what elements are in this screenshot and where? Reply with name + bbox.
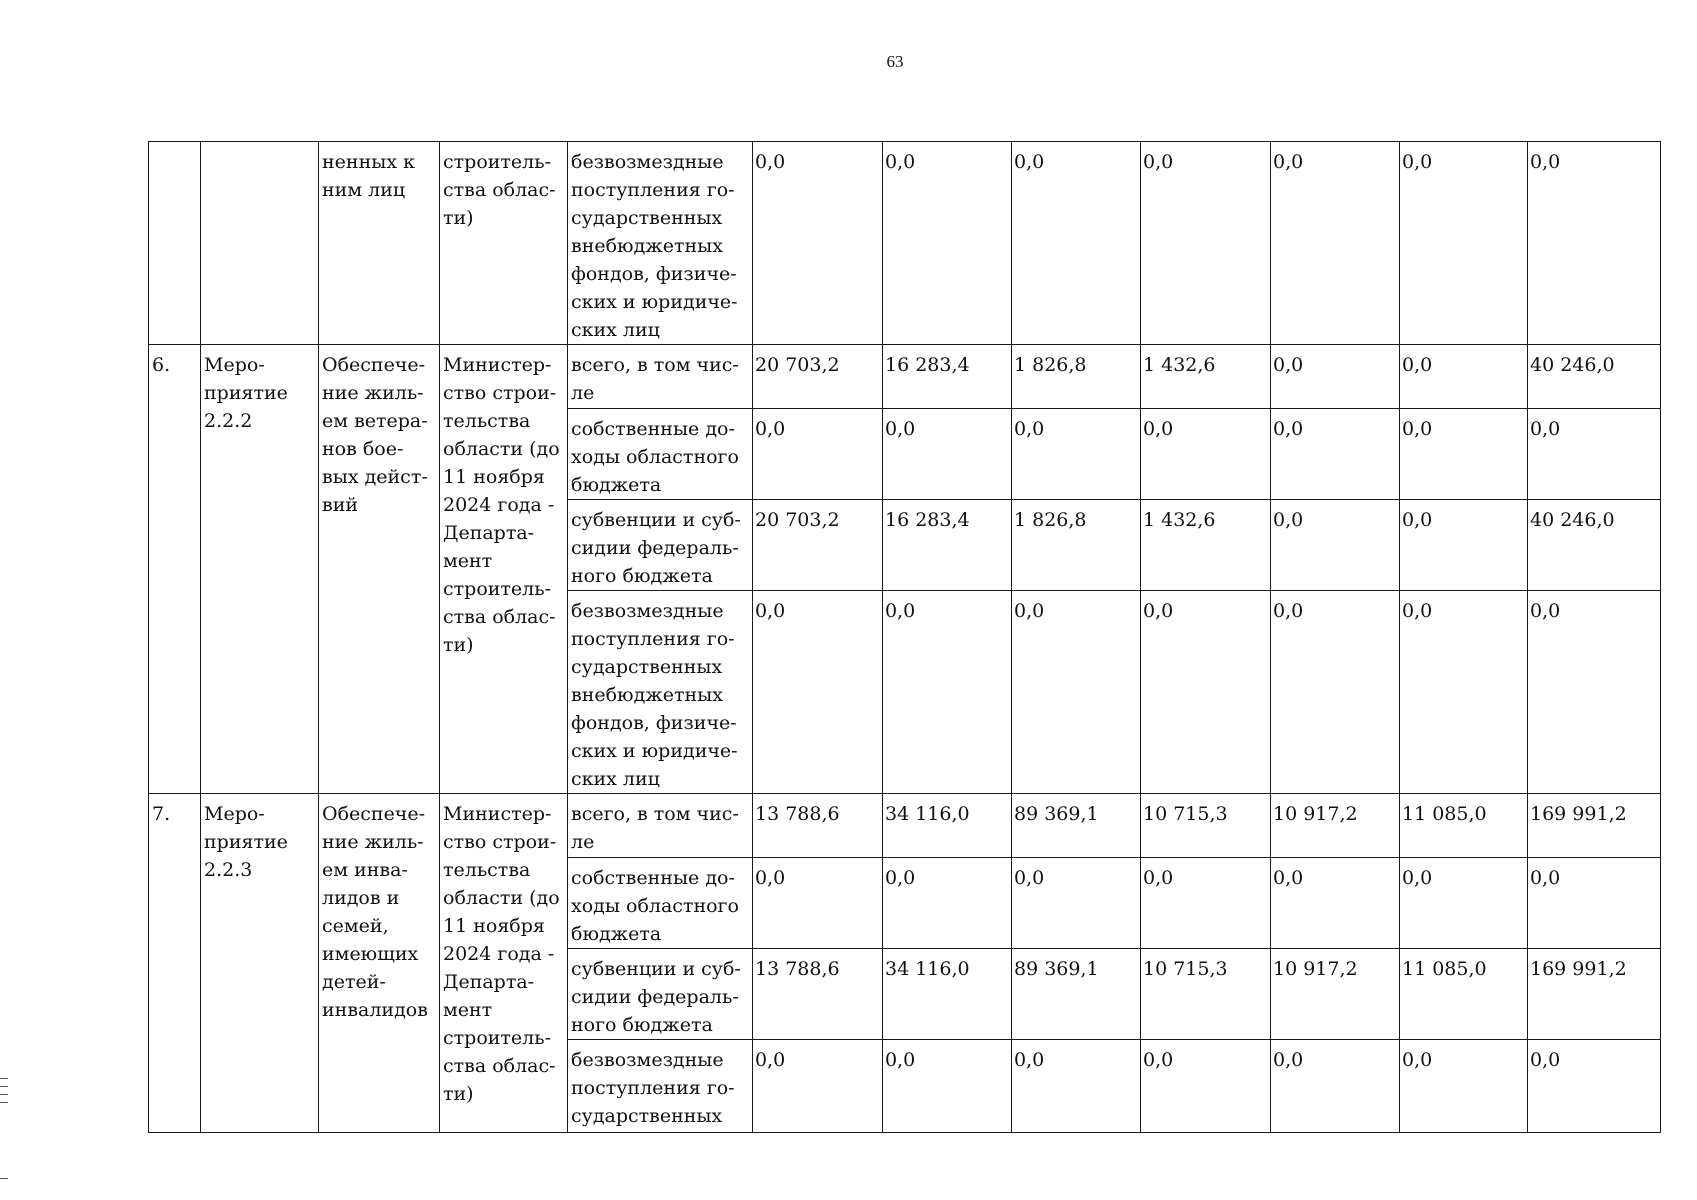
value-cell: 1 432,6 [1141, 345, 1271, 409]
value-cell: 0,0 [1141, 858, 1271, 949]
value-cell: 0,0 [1141, 409, 1271, 500]
value-cell: 0,0 [1400, 409, 1528, 500]
value-cell: 169 991,2 [1528, 949, 1661, 1040]
value-cell: 0,0 [1141, 591, 1271, 794]
measure-cell: Меро-приятие 2.2.3 [201, 794, 319, 1133]
value-cell: 0,0 [883, 142, 1012, 345]
table-row [149, 794, 1661, 858]
value-cell: 0,0 [1400, 858, 1528, 949]
value-cell: 20 703,2 [753, 345, 883, 409]
executor-cell: Министер-ство строи-тельства области (до 11 ноября 2024 года - Департа-мент строитель-ства облас-ти) [440, 345, 568, 794]
source-cell: собственные до-ходы областного бюджета [568, 858, 753, 949]
description-cell: Обеспече-ние жиль-ем ветера-нов бое-вых дейст-вий [319, 345, 440, 794]
value-cell: 34 116,0 [883, 794, 1012, 858]
source-cell: субвенции и суб-сидии федераль-ного бюджета [568, 500, 753, 591]
value-cell: 16 283,4 [883, 500, 1012, 591]
value-cell: 0,0 [1400, 142, 1528, 345]
source-cell: субвенции и суб-сидии федераль-ного бюджета [568, 949, 753, 1040]
funding-table [148, 141, 1661, 1133]
value-cell: 0,0 [883, 409, 1012, 500]
value-cell: 11 085,0 [1400, 949, 1528, 1040]
value-cell: 0,0 [753, 591, 883, 794]
value-cell: 13 788,6 [753, 949, 883, 1040]
value-cell: 0,0 [883, 858, 1012, 949]
value-cell: 89 369,1 [1012, 794, 1141, 858]
source-cell: всего, в том чис-ле [568, 345, 753, 409]
value-cell: 0,0 [1400, 1040, 1528, 1133]
value-cell: 0,0 [1528, 858, 1661, 949]
measure-cell: Меро-приятие 2.2.2 [201, 345, 319, 794]
value-cell: 0,0 [1271, 1040, 1400, 1133]
value-cell: 0,0 [1528, 591, 1661, 794]
value-cell: 0,0 [753, 1040, 883, 1133]
value-cell: 40 246,0 [1528, 345, 1661, 409]
value-cell: 0,0 [753, 142, 883, 345]
number-cell [149, 142, 201, 345]
value-cell: 10 917,2 [1271, 794, 1400, 858]
value-cell: 0,0 [1528, 142, 1661, 345]
value-cell: 1 432,6 [1141, 500, 1271, 591]
value-cell: 0,0 [883, 591, 1012, 794]
page-number: 63 [886, 52, 904, 71]
number-cell: 6. [149, 345, 201, 794]
number-cell: 7. [149, 794, 201, 1133]
value-cell: 10 715,3 [1141, 794, 1271, 858]
value-cell: 0,0 [1400, 591, 1528, 794]
scan-mark [0, 1102, 8, 1103]
value-cell: 1 826,8 [1012, 500, 1141, 591]
value-cell: 40 246,0 [1528, 500, 1661, 591]
value-cell: 0,0 [1400, 500, 1528, 591]
value-cell: 0,0 [1012, 858, 1141, 949]
value-cell: 0,0 [1271, 345, 1400, 409]
scan-mark [0, 1086, 8, 1087]
executor-cell: Министер-ство строи-тельства области (до 11 ноября 2024 года - Департа-мент строитель-ства облас-ти) [440, 794, 568, 1133]
source-cell: безвозмездные поступления го-сударственных [568, 1040, 753, 1133]
value-cell: 10 917,2 [1271, 949, 1400, 1040]
scan-mark [0, 1178, 8, 1179]
source-cell: собственные до-ходы областного бюджета [568, 409, 753, 500]
value-cell: 34 116,0 [883, 949, 1012, 1040]
value-cell: 0,0 [1012, 142, 1141, 345]
value-cell: 0,0 [1528, 409, 1661, 500]
scan-mark [0, 1078, 8, 1079]
value-cell: 13 788,6 [753, 794, 883, 858]
executor-cell: строитель-ства облас-ти) [440, 142, 568, 345]
value-cell: 0,0 [1141, 1040, 1271, 1133]
value-cell: 0,0 [1141, 142, 1271, 345]
value-cell: 0,0 [753, 858, 883, 949]
value-cell: 10 715,3 [1141, 949, 1271, 1040]
value-cell: 0,0 [753, 409, 883, 500]
value-cell: 0,0 [1271, 409, 1400, 500]
value-cell: 0,0 [1012, 591, 1141, 794]
value-cell: 0,0 [1528, 1040, 1661, 1133]
description-cell: Обеспече-ние жиль-ем инва-лидов и семей, имеющих детей-инвалидов [319, 794, 440, 1133]
value-cell: 0,0 [883, 1040, 1012, 1133]
description-cell: ненных к ним лиц [319, 142, 440, 345]
value-cell: 169 991,2 [1528, 794, 1661, 858]
source-cell: безвозмездные поступления го-сударственных внебюджетных фондов, физиче-ских и юридиче-ских лиц [568, 142, 753, 345]
source-cell: безвозмездные поступления го-сударственных внебюджетных фондов, физиче-ских и юридиче-ских лиц [568, 591, 753, 794]
value-cell: 11 085,0 [1400, 794, 1528, 858]
value-cell: 0,0 [1271, 500, 1400, 591]
measure-cell [201, 142, 319, 345]
value-cell: 1 826,8 [1012, 345, 1141, 409]
table-row [149, 142, 1661, 345]
value-cell: 0,0 [1271, 858, 1400, 949]
table-row [149, 345, 1661, 409]
source-cell: всего, в том чис-ле [568, 794, 753, 858]
value-cell: 0,0 [1400, 345, 1528, 409]
value-cell: 16 283,4 [883, 345, 1012, 409]
value-cell: 0,0 [1012, 1040, 1141, 1133]
value-cell: 0,0 [1271, 142, 1400, 345]
value-cell: 20 703,2 [753, 500, 883, 591]
scan-mark [0, 1094, 8, 1095]
value-cell: 0,0 [1012, 409, 1141, 500]
value-cell: 0,0 [1271, 591, 1400, 794]
value-cell: 89 369,1 [1012, 949, 1141, 1040]
